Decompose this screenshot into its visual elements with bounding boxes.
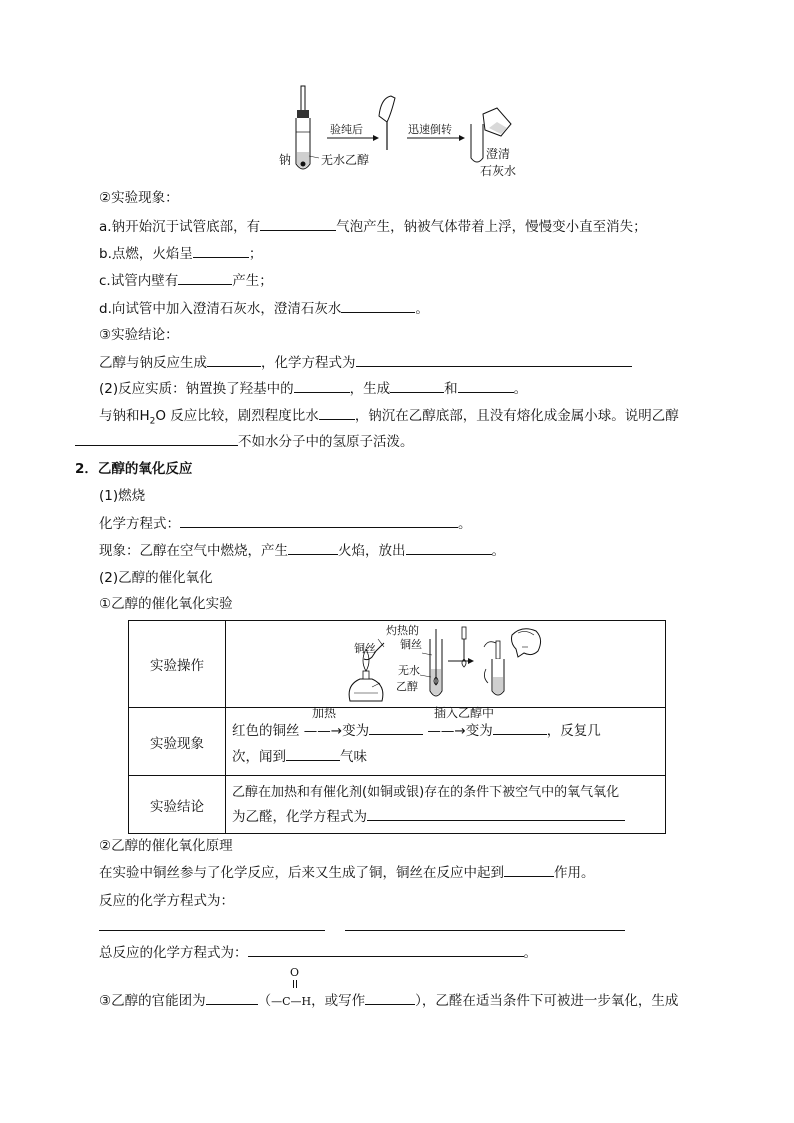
total-reaction-line xyxy=(99,942,537,963)
blank-burn-equation[interactable] xyxy=(180,513,458,528)
experiment-table xyxy=(128,620,666,834)
phenomenon-c-text-2: 产生； xyxy=(232,273,273,289)
blank-concl-product[interactable] xyxy=(207,352,261,367)
principle-text: 在实验中铜丝参与了化学反应，后来又生成了铜，铜丝在反应中起到 xyxy=(99,865,504,881)
burn-phen-text-2: 火焰，放出 xyxy=(338,543,406,559)
func-paren: （ xyxy=(257,993,272,1009)
essence-text-2: ，生成 xyxy=(349,381,391,397)
fig1-arrow2-label: 迅速倒转 xyxy=(408,123,452,136)
fig2-label-hot-wire-1: 灼热的 xyxy=(386,624,419,637)
table-phenomenon-cell xyxy=(226,708,666,776)
table-operation-figure-cell xyxy=(226,621,666,708)
arrow-label-heat: 加热 xyxy=(312,706,337,720)
blank-functional-group[interactable] xyxy=(206,990,258,1005)
essence-text: (2)反应实质：钠置换了羟基中的 xyxy=(99,381,294,397)
blank-essence-3[interactable] xyxy=(458,378,514,393)
functional-group-line xyxy=(99,990,678,1012)
burn-equation-line xyxy=(99,513,472,534)
reaction-eq-blanks xyxy=(99,916,625,937)
blank-compare[interactable] xyxy=(319,405,355,420)
fig1-label-ethanol: 无水乙醇 xyxy=(321,153,370,167)
essence-text-3: 和 xyxy=(444,381,458,397)
struct-main: —C—H xyxy=(271,995,312,1008)
table-concl-line-2 xyxy=(232,805,659,829)
reaction-eq-label: 反应的化学方程式为： xyxy=(99,893,234,909)
blank-reaction-2[interactable] xyxy=(345,916,625,931)
burn-title: (1)燃烧 xyxy=(99,488,146,504)
compare-line-2 xyxy=(75,431,414,452)
section-2-heading: 2．乙醇的氧化反应 xyxy=(75,461,193,477)
phen-text-2: ——→变为 xyxy=(423,722,493,739)
burn-phen-text: 现象：乙醇在空气中燃烧，产生 xyxy=(99,543,288,559)
compare-text-3: ，钠沉在乙醇底部，且没有熔化成金属小球。说明乙醇 xyxy=(354,408,679,424)
fig2-label-ethanol-1: 无水 xyxy=(398,664,420,677)
blank-b[interactable] xyxy=(193,243,249,258)
essence-text-4: 。 xyxy=(513,381,528,397)
blank-reaction-1[interactable] xyxy=(99,916,325,931)
table-header-phenomenon: 实验现象 xyxy=(129,708,226,776)
phen-text-4: 次，闻到 xyxy=(232,748,286,765)
phen-text-5: 气味 xyxy=(340,748,367,765)
compare-text-4: 不如水分子中的氢原子活泼。 xyxy=(238,434,414,450)
blank-smell[interactable] xyxy=(286,746,340,761)
total-text: 总反应的化学方程式为： xyxy=(99,945,248,961)
table-concl-line-1: 乙醇在加热和有催化剂(如铜或银)存在的条件下被空气中的氧气氧化 xyxy=(232,784,620,800)
test-tube-with-stopper xyxy=(296,86,319,169)
conclusion-text: 乙醇与钠反应生成 xyxy=(99,355,207,371)
fig1-label-limewater-2: 石灰水 xyxy=(480,164,517,178)
phenomenon-b-text: b.点燃，火焰呈 xyxy=(99,246,193,262)
phenomenon-d xyxy=(99,298,429,319)
burn-eq-label: 化学方程式： xyxy=(99,516,180,532)
compare-text: 与钠和H xyxy=(99,408,150,424)
fig2-label-copper-wire: 铜丝 xyxy=(354,642,376,655)
fig1-label-limewater-1: 澄清 xyxy=(486,147,511,161)
burn-eq-post: 。 xyxy=(458,516,472,532)
blank-table-equation[interactable] xyxy=(367,806,625,821)
principle-line xyxy=(99,862,595,883)
phenomenon-title: ②实验现象： xyxy=(99,190,179,206)
phen-text-3: ，反复几 xyxy=(546,722,601,739)
phenomenon-b-text-2: ； xyxy=(248,246,263,262)
blank-compare-2[interactable] xyxy=(75,431,238,446)
phenomenon-c xyxy=(99,270,273,291)
func-text-3: ），乙醛在适当条件下可被进一步氧化，生成 xyxy=(415,993,679,1009)
func-text-2: ，或写作 xyxy=(311,993,366,1009)
blank-a[interactable] xyxy=(260,216,336,231)
compare-line-1 xyxy=(99,405,679,432)
compare-subscript: 2 xyxy=(149,416,156,427)
phenomenon-a xyxy=(99,216,647,237)
struct-o: O xyxy=(290,966,300,979)
phenomenon-line-2 xyxy=(232,744,659,770)
burn-phenomenon-line xyxy=(99,540,505,561)
catalytic-title: (2)乙醇的催化氧化 xyxy=(99,570,213,586)
blank-heat[interactable] xyxy=(406,540,492,555)
catalytic-oxidation-apparatus-figure xyxy=(226,621,678,707)
blank-color-2[interactable] xyxy=(493,720,547,735)
essence-line xyxy=(99,378,527,399)
ethanol-test-tube xyxy=(420,629,442,696)
catalytic-exp-title: ①乙醇的催化氧化实验 xyxy=(99,596,233,612)
smelling-person xyxy=(484,629,541,695)
compare-text-2: O 反应比较，剧烈程度比水 xyxy=(155,408,319,424)
total-text-2: 。 xyxy=(523,945,537,961)
blank-catalyst[interactable] xyxy=(504,862,554,877)
phenomenon-b xyxy=(99,243,262,264)
phenomenon-d-text-2: 。 xyxy=(415,301,429,317)
inverted-test-tube xyxy=(379,96,395,150)
withdrawn-wire xyxy=(462,627,466,667)
fig1-label-sodium: 钠 xyxy=(279,153,292,167)
struct-double-bond xyxy=(293,980,297,988)
phenomenon-a-text-2: 气泡产生，钠被气体带着上浮，慢慢变小直至消失； xyxy=(336,219,647,235)
blank-concl-equation[interactable] xyxy=(356,352,632,367)
fig1-arrow1-label: 验纯后 xyxy=(330,123,363,136)
conclusion-line xyxy=(99,352,632,373)
table-header-operation: 实验操作 xyxy=(129,621,226,708)
table-conclusion-cell xyxy=(226,776,666,834)
phenomenon-a-text: a.钠开始沉于试管底部，有 xyxy=(99,219,261,235)
blank-color-1[interactable] xyxy=(369,720,423,735)
conclusion-title: ③实验结论： xyxy=(99,327,179,343)
table-concl-text: 为乙醛，化学方程式为 xyxy=(232,808,367,825)
burn-phen-text-3: 。 xyxy=(491,543,505,559)
blank-essence-2[interactable] xyxy=(390,378,444,393)
blank-total-equation[interactable] xyxy=(248,942,524,957)
blank-essence-1[interactable] xyxy=(294,378,350,393)
table-header-conclusion: 实验结论 xyxy=(129,776,226,834)
fig2-label-ethanol-2: 乙醇 xyxy=(396,680,418,693)
conclusion-text-2: ，化学方程式为 xyxy=(261,355,356,371)
principle-title: ②乙醇的催化氧化原理 xyxy=(99,838,233,854)
blank-formula[interactable] xyxy=(365,990,415,1005)
blank-d[interactable] xyxy=(341,298,415,313)
blank-c[interactable] xyxy=(178,270,232,285)
fig2-label-hot-wire-2: 铜丝 xyxy=(400,638,422,651)
phenomenon-c-text: c.试管内壁有 xyxy=(99,273,179,289)
func-text: ③乙醇的官能团为 xyxy=(99,993,206,1009)
blank-flame[interactable] xyxy=(288,540,338,555)
principle-text-2: 作用。 xyxy=(554,865,595,881)
arrow-label-insert: 插入乙醇中 xyxy=(434,706,495,720)
phen-text-1: 红色的铜丝 ——→变为 xyxy=(232,722,370,739)
phenomenon-d-text: d.向试管中加入澄清石灰水，澄清石灰水 xyxy=(99,301,342,317)
